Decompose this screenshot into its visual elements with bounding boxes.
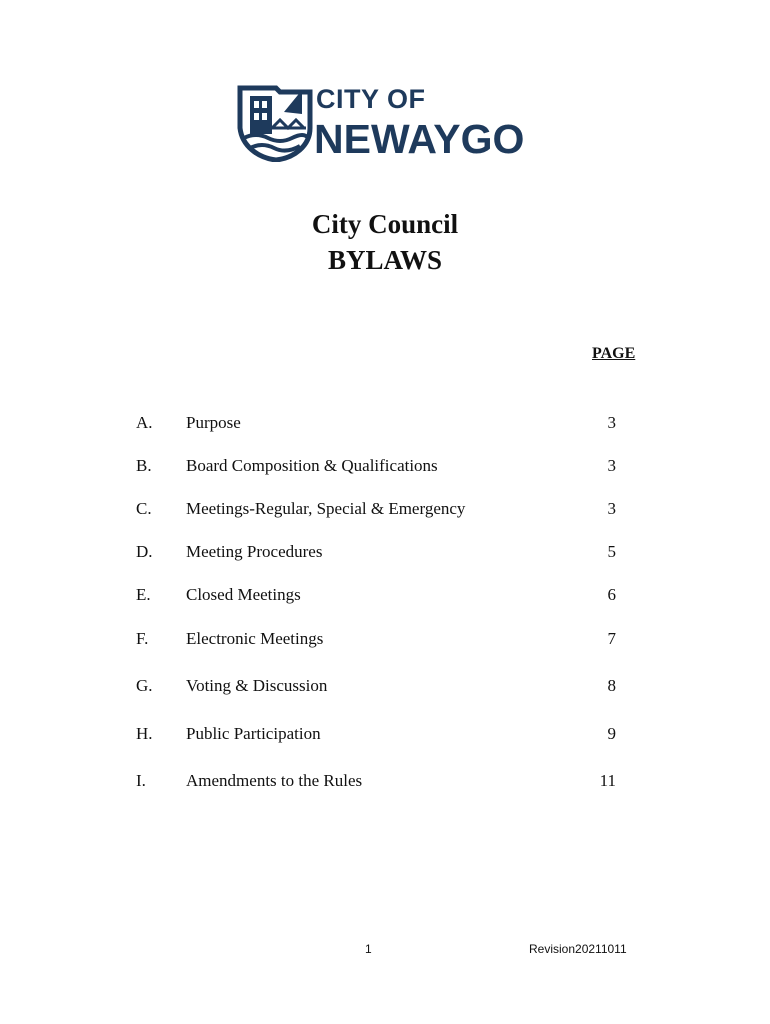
toc-entry-letter: A.	[136, 413, 153, 432]
logo-text-newaygo: NEWAYGO	[314, 116, 525, 162]
toc-entry-letter: D.	[136, 542, 153, 561]
toc-entry-title: Amendments to the Rules	[186, 771, 363, 790]
toc-entry	[0, 771, 770, 795]
toc-entry	[0, 724, 770, 748]
toc-entry	[0, 456, 770, 480]
toc-entry-title: Meetings-Regular, Special & Emergency	[186, 499, 466, 518]
toc-entry	[0, 499, 770, 523]
toc-page-column-header: PAGE	[592, 345, 636, 362]
toc-entry-title: Voting & Discussion	[186, 676, 328, 695]
logo-text-city-of: CITY OF	[316, 84, 426, 114]
toc-entry	[0, 676, 770, 700]
document-subtitle: BYLAWS	[327, 245, 443, 275]
toc-entry-page: 6	[607, 585, 616, 604]
toc-entry-title: Closed Meetings	[186, 585, 301, 604]
document-title: City Council	[311, 209, 459, 239]
toc-entry-letter: E.	[136, 585, 151, 604]
footer-revision: Revision20211011	[529, 942, 627, 956]
toc-entry-letter: G.	[136, 676, 153, 695]
toc-entry-letter: I.	[136, 771, 146, 790]
city-logo	[236, 84, 536, 162]
toc-entry-letter: H.	[136, 724, 153, 743]
toc-entry-title: Purpose	[186, 413, 241, 432]
toc-entry-letter: B.	[136, 456, 152, 475]
toc-entry	[0, 629, 770, 653]
toc-entry	[0, 542, 770, 566]
toc-entry-letter: F.	[136, 629, 149, 648]
toc-entry-title: Meeting Procedures	[186, 542, 323, 561]
toc-entry-title: Electronic Meetings	[186, 629, 324, 648]
toc-entry-page: 3	[607, 413, 616, 432]
toc-entry-page: 7	[607, 629, 616, 648]
toc-entry-page: 11	[599, 771, 616, 790]
toc-entry-page: 3	[607, 456, 616, 475]
toc-entry-page: 9	[607, 724, 616, 743]
toc-entry-page: 3	[607, 499, 616, 518]
footer-page-number: 1	[365, 942, 372, 956]
toc-entry-letter: C.	[136, 499, 152, 518]
toc-entry-page: 8	[607, 676, 616, 695]
city-seal-icon	[236, 84, 314, 162]
toc-entry-title: Public Participation	[186, 724, 321, 743]
toc-entry	[0, 585, 770, 609]
toc-entry-title: Board Composition & Qualifications	[186, 456, 438, 475]
toc-entry-page: 5	[607, 542, 616, 561]
toc-entry	[0, 413, 770, 437]
